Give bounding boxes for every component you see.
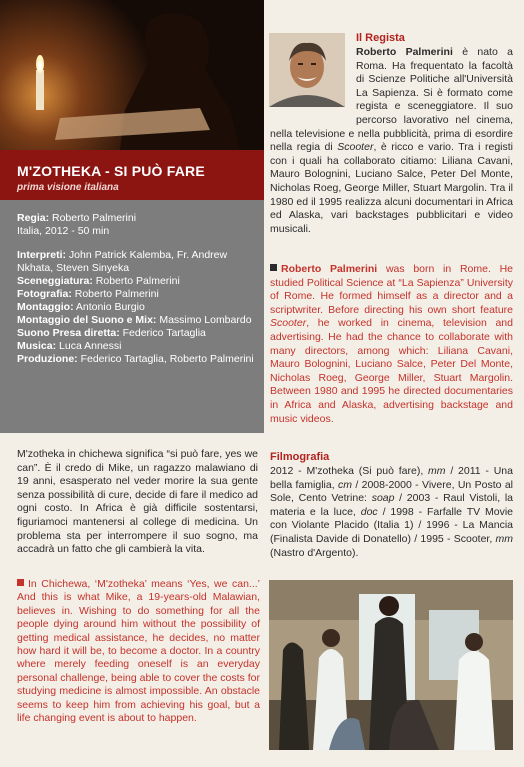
film-title: M'ZOTHEKA - SI PUÒ FARE [17,163,205,179]
credit-musica: Musica: Luca Annessi [17,340,122,352]
filmography-heading: Filmografia [270,451,330,463]
credit-montaggio-suono: Montaggio del Suono e Mix: Massimo Lombardo [17,314,252,326]
credit-country-year: Italia, 2012 - 50 min [17,225,110,237]
credit-regia: Regia: Roberto Palmerini [17,212,137,224]
hospital-scene-photo [269,580,513,750]
director-heading: Il Regista [356,32,405,44]
credit-produzione: Produzione: Federico Tartaglia, Roberto Palmerini [17,353,254,365]
synopsis-english: In Chichewa, ‘M'zotheka’ means ‘Yes, we can...’ And this is what Mike, a 19-years-old Malawian, believes in. Wishing to do something for all the people dying around him without the possibility of getting medical assistance, he decides, no matter how hard it will be, to become a doctor. In a country where merely feeding oneself is an everyday personal challenge, being able to cover the costs for studying medicine is almost impossible. An obstacle seems to keep him from achieving his goal, but a life changing event is about to happen. [17,578,260,725]
director-bio-english: Roberto Palmerini was born in Rome. He studied Political Science at “La Sapienza” University of Rome. He formed himself as a director and a scriptwriter. Before directing his own short feature Scooter, he worked in cinema, television and advertising. He had the chance to collaborate with many directors, among which: Liliana Cavani, Mauro Bolognini, Luciano Salce, Peter Del Monte, Nicholas Roeg, George Miller, Stuart Margolin. Between 1980 and 1995 he directed documentaries in Africa and Alaska, advertising backstage and music videos. [270,263,514,425]
film-still-photo [0,0,264,150]
credit-suono: Suono Presa diretta: Federico Tartaglia [17,327,206,339]
filmography-text: 2012 - M'zotheka (Si può fare), mm / 2011 - Una bella famiglia, cm / 2008-2000 - Vivere, Un Posto al Sole, Cento Vetrine: soap / 2003 - Raul Vistoli, la materia e la luce, doc / 1998 - Farfalle TV Movie con Violante Placido (Italia 1) / 1996 - La Mancia (Finalista Davide di Donatello) / 1995 - Scooter, mm (Nastro d'Argento). [270,465,514,559]
credit-fotografia: Fotografia: Roberto Palmerini [17,288,159,300]
credit-sceneggiatura: Sceneggiatura: Roberto Palmerini [17,275,180,287]
credit-interpreti: Interpreti: John Patrick Kalemba, Fr. Andrew Nkhata, Steven Sinyeka [17,249,228,274]
synopsis-italian: M'zotheka in chichewa significa “si può fare, yes we can”. È il credo di Mike, un ragazzo malawiano di 19 anni, esasperato nel veder morire la sua gente senza possibilità di cure, decide di fare il medico ad ogni costo. In Africa è già difficile sostentarsi, figuriamoci mantenersi al college di medicina. Un problema sta per interrompere il suo sogno, ma accadrà un fatto che gli cambierà la vita. [17,448,258,556]
credits-list [17,212,257,366]
synopsis-english-block [17,578,260,725]
director-bio-italian: Roberto Palmerini è nato a Roma. Ha frequentato la facoltà di Scienze Politiche all'Università La Sapienza. Si è formato come regista e sceneggiatore. Il suo percorso lavorativo nel cinema, nella televisione e nella pubblicità, prima di esordire nella regia di Scooter, è ricco e vario. Tra i registi con i quali ha collaborato citiamo: Liliana Cavani, Mauro Bolognini, Luciano Salce, Peter Del Monte, Nicholas Roeg, George Miller, Stuart Margolin. Tra il 1980 ed il 1995 realizza alcuni documentari in Africa ed Alaska, vari backstages pubblicitari e video musicali. [270,46,513,235]
credit-montaggio: Montaggio: Antonio Burgio [17,301,145,313]
square-bullet-icon [17,579,24,586]
film-subtitle: prima visione italiana [17,182,119,193]
square-bullet-icon [270,264,277,271]
